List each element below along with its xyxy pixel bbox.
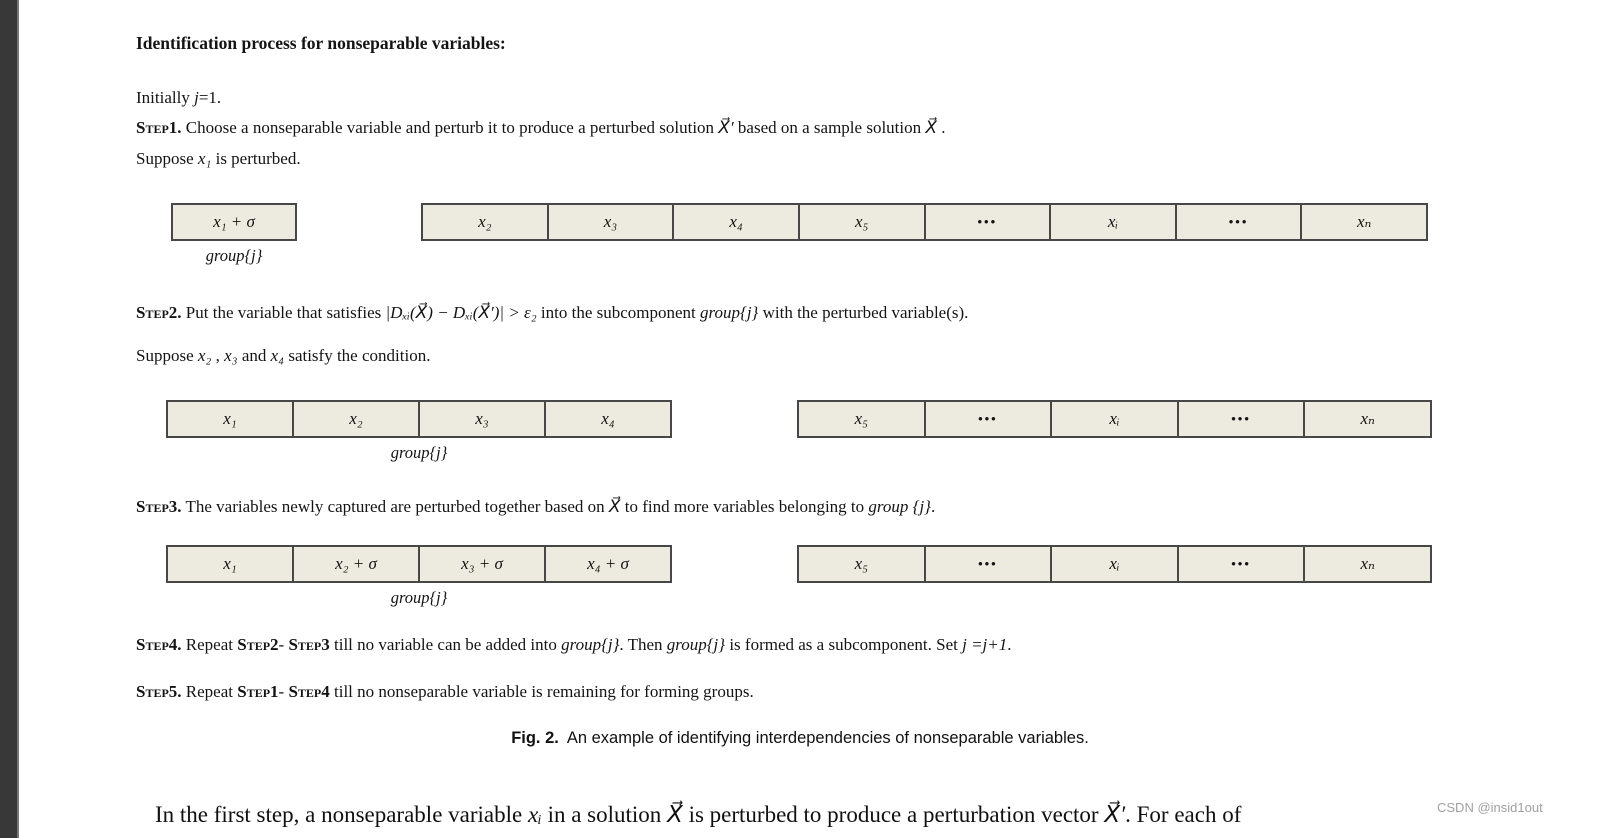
text-segment: . [1007, 635, 1012, 654]
text-segment: Repeat [181, 682, 238, 701]
text-segment: Suppose [136, 149, 198, 168]
text-segment: X⃗′ [718, 118, 734, 137]
text-segment: Step4. [136, 635, 182, 654]
text-segment: x₂ [197, 346, 212, 365]
step4-line [136, 635, 1011, 655]
text-segment: , [211, 346, 225, 365]
variable-cell: x₁ [168, 402, 292, 436]
text-segment: Step3. [136, 497, 182, 516]
figure-caption [20, 729, 1580, 748]
variable-cell: x₅ [799, 402, 924, 436]
variable-cell: x₄ + σ [544, 547, 670, 581]
text-segment: - [278, 682, 289, 701]
row2-left-group [166, 400, 672, 438]
text-segment: with the perturbed variable(s). [758, 303, 969, 322]
figure-heading: Identification process for nonseparable variables: [136, 33, 506, 53]
text-segment: . [937, 118, 946, 137]
step1-line [136, 118, 946, 138]
variable-cell: x₃ [547, 205, 673, 239]
text-segment: The variables newly captured are perturbed together based on [181, 497, 609, 516]
variable-cell: x₅ [799, 547, 924, 581]
text-segment: based on a sample solution [733, 118, 926, 137]
text-segment: Choose a nonseparable variable and perturb it to produce a perturbed solution [181, 118, 719, 137]
ellipsis-cell: ••• [924, 402, 1051, 436]
text-segment: . [930, 497, 936, 516]
ellipsis-cell: ••• [924, 205, 1050, 239]
row1-right-group [421, 203, 1428, 241]
row3-left-group [166, 545, 672, 583]
variable-cell: xₙ [1303, 402, 1430, 436]
text-segment: x₄ [270, 346, 285, 365]
row1-left-group [171, 203, 297, 241]
text-segment: till no variable can be added into [329, 635, 562, 654]
row3-group-label: group{j} [390, 588, 448, 607]
text-segment: j =j+1 [962, 635, 1008, 654]
initially-line [136, 88, 221, 108]
row1-group-label: group{j} [205, 246, 263, 265]
variable-cell: x₂ [423, 205, 547, 239]
text-segment: and [237, 346, 271, 365]
text-segment: x₁ [197, 149, 212, 168]
ellipsis-cell: ••• [1177, 402, 1304, 436]
variable-cell: xₙ [1300, 205, 1426, 239]
variable-cell: xᵢ [1050, 547, 1177, 581]
text-segment: X⃗ [667, 802, 683, 827]
variable-cell: x₂ [292, 402, 418, 436]
variable-cell: x₃ + σ [418, 547, 544, 581]
text-segment: is formed as a subcomponent. Set [725, 635, 963, 654]
body-paragraph [155, 802, 1241, 828]
text-segment: Repeat [181, 635, 238, 654]
variable-cell: x₄ [544, 402, 670, 436]
text-segment: to find more variables belonging to [620, 497, 869, 516]
variable-cell: x₁ [168, 547, 292, 581]
text-segment: Put the variable that satisfies [181, 303, 386, 322]
text-segment: Step1 [237, 682, 279, 701]
variable-cell: x₃ [418, 402, 544, 436]
text-segment: group{j} [561, 635, 620, 654]
text-segment: X⃗′ [1104, 802, 1126, 827]
text-segment: In the first step, a nonseparable variable [155, 802, 528, 827]
text-segment: X⃗ [925, 118, 938, 137]
text-segment: group{j} [666, 635, 726, 654]
ellipsis-cell: ••• [1175, 205, 1301, 239]
text-segment: xᵢ [527, 802, 542, 827]
text-segment: Suppose [136, 346, 198, 365]
variable-cell: xᵢ [1050, 402, 1177, 436]
text-segment: =1. [198, 88, 222, 107]
text-segment: X⃗ [608, 497, 621, 516]
row2-right-group [797, 400, 1432, 438]
variable-cell: x₅ [798, 205, 924, 239]
text-segment: j [194, 88, 199, 107]
ellipsis-cell: ••• [924, 547, 1051, 581]
text-segment: satisfy the condition. [284, 346, 431, 365]
text-segment: - [278, 635, 289, 654]
text-segment: is perturbed. [211, 149, 301, 168]
text-segment: Step4 [288, 682, 330, 701]
ellipsis-cell: ••• [1177, 547, 1304, 581]
row3-right-group [797, 545, 1432, 583]
suppose1-line [136, 149, 301, 169]
variable-cell: xₙ [1303, 547, 1430, 581]
text-segment: into the subcomponent [536, 303, 701, 322]
watermark: CSDN @insid1out [1437, 800, 1543, 815]
text-segment: group {j} [868, 497, 931, 516]
row2-group-label: group{j} [390, 443, 448, 462]
text-segment: Step3 [288, 635, 330, 654]
text-segment: Step2 [237, 635, 279, 654]
text-segment: is perturbed to produce a perturbation vector [682, 802, 1105, 827]
text-segment: in a solution [541, 802, 668, 827]
text-segment: . For each of [1125, 802, 1242, 827]
text-segment: Step1. [136, 118, 182, 137]
text-segment: Step2. [136, 303, 182, 322]
variable-cell: xᵢ [1049, 205, 1175, 239]
text-segment: till no nonseparable variable is remaining for forming groups. [329, 682, 754, 701]
suppose2-line [136, 346, 430, 366]
text-segment: group{j} [700, 303, 759, 322]
step3-line [136, 497, 935, 517]
window-edge-bar [0, 0, 19, 838]
text-segment: Step5. [136, 682, 182, 701]
figure-caption-label: Fig. 2. [511, 729, 559, 747]
figure-caption-text: An example of identifying interdependencies of nonseparable variables. [566, 729, 1089, 747]
variable-cell: x₂ + σ [292, 547, 418, 581]
text-segment: . Then [619, 635, 667, 654]
text-segment: Initially [136, 88, 195, 107]
variable-cell: x₁ + σ [173, 205, 295, 239]
step5-line [136, 682, 754, 702]
text-segment: x₃ [224, 346, 238, 365]
variable-cell: x₄ [672, 205, 798, 239]
text-segment: |Dₓᵢ(X⃗) − Dₓᵢ(X⃗′)| > ε₂ [385, 303, 537, 322]
step2-line [136, 303, 968, 323]
